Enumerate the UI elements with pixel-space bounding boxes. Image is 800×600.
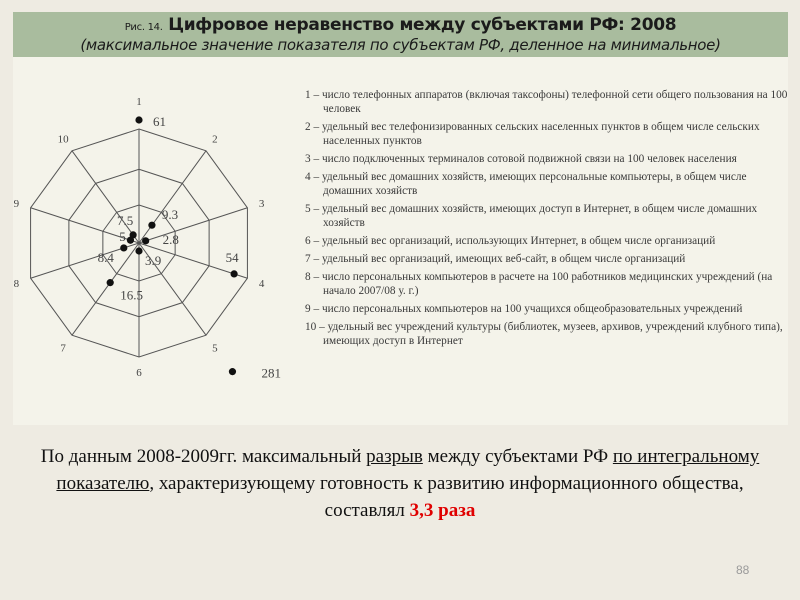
axis-label: 3 (258, 198, 265, 211)
data-label: 54 (225, 249, 239, 265)
axis-label: 2 (212, 133, 218, 146)
summary-part: , характеризующему готовность к развитию информационного общества, составлял (149, 473, 744, 521)
summary-text (30, 443, 770, 524)
axis-label: 10 (57, 133, 69, 146)
grid-spoke (72, 151, 139, 243)
legend-item: 1 – число телефонных аппаратов (включая таксофоны) телефонной сети общего пользования на 100 человек (305, 89, 788, 115)
summary-highlight: 3,3 раза (409, 500, 476, 521)
data-point (229, 368, 236, 375)
legend-item: 7 – удельный вес организаций, имеющих веб-сайт, в общем числе организаций (305, 253, 686, 265)
data-label: 281 (261, 365, 281, 381)
data-label: 2.8 (162, 231, 179, 247)
axis-label: 7 (60, 342, 66, 355)
data-label: 5 (119, 229, 126, 245)
axis-label: 6 (136, 367, 142, 379)
data-point (107, 279, 114, 286)
data-point (148, 222, 155, 229)
legend-item: 10 – удельный вес учреждений культуры (библиотек, музеев, архивов, учреждений клубного типа), имеющих доступ в Интернет (305, 321, 783, 347)
legend-item: 5 – удельный вес домашних хозяйств, имеющих доступ в Интернет, в общем числе домашних хозяйств (305, 203, 758, 229)
slide-title (13, 15, 788, 35)
summary-part: между субъектами РФ (422, 446, 613, 467)
title-text: Цифровое неравенство между субъектами РФ: 2008 (168, 15, 677, 35)
data-label: 3.9 (145, 253, 162, 268)
data-point (135, 247, 142, 254)
data-point (231, 270, 238, 277)
summary-underlined: по интегральному показателю (56, 446, 760, 494)
legend-item: 2 – удельный вес телефонизированных сельских населенных пунктов в общем числе сельских населенных пунктов (305, 121, 760, 147)
axis-label: 8 (13, 277, 20, 290)
data-label: 61 (153, 114, 166, 129)
legend-item: 4 – удельный вес домашних хозяйств, имеющих персональные компьютеры, в общем числе домашних хозяйств (305, 171, 747, 197)
grid-spoke (139, 151, 206, 243)
data-label: 9.3 (161, 207, 179, 223)
axis-label: 9 (13, 198, 20, 211)
chart-legend (305, 88, 790, 352)
axis-label: 4 (258, 277, 265, 290)
data-point (120, 244, 127, 251)
legend-item: 8 – число персональных компьютеров в расчете на 100 работников медицинских учреждений (на начало 2007/08 у. г.) (305, 271, 773, 297)
slide-header (13, 12, 788, 57)
slide-subtitle: (максимальное значение показателя по субъектам РФ, деленное на минимальное) (80, 36, 721, 54)
axis-label: 1 (136, 96, 142, 108)
axis-label: 5 (212, 342, 218, 355)
data-point (130, 231, 137, 238)
legend-item: 6 – удельный вес организаций, использующих Интернет, в общем числе организаций (305, 235, 716, 247)
figure-number: Рис. 14. (124, 22, 163, 33)
page-number: 88 (736, 563, 750, 577)
legend-item: 9 – число персональных компьютеров на 100 учащихся общеобразовательных учреждений (305, 303, 743, 315)
data-point (135, 116, 142, 123)
data-label: 8.4 (97, 249, 114, 265)
data-point (142, 237, 149, 244)
summary-underlined: разрыв (366, 446, 423, 467)
summary-part: По данным 2008-2009гг. максимальный (40, 446, 367, 467)
data-label: 7.5 (116, 212, 134, 228)
legend-item: 3 – число подключенных терминалов сотовой подвижной связи на 100 человек населения (305, 153, 737, 165)
data-label: 16.5 (120, 287, 143, 303)
radar-chart (13, 90, 300, 390)
